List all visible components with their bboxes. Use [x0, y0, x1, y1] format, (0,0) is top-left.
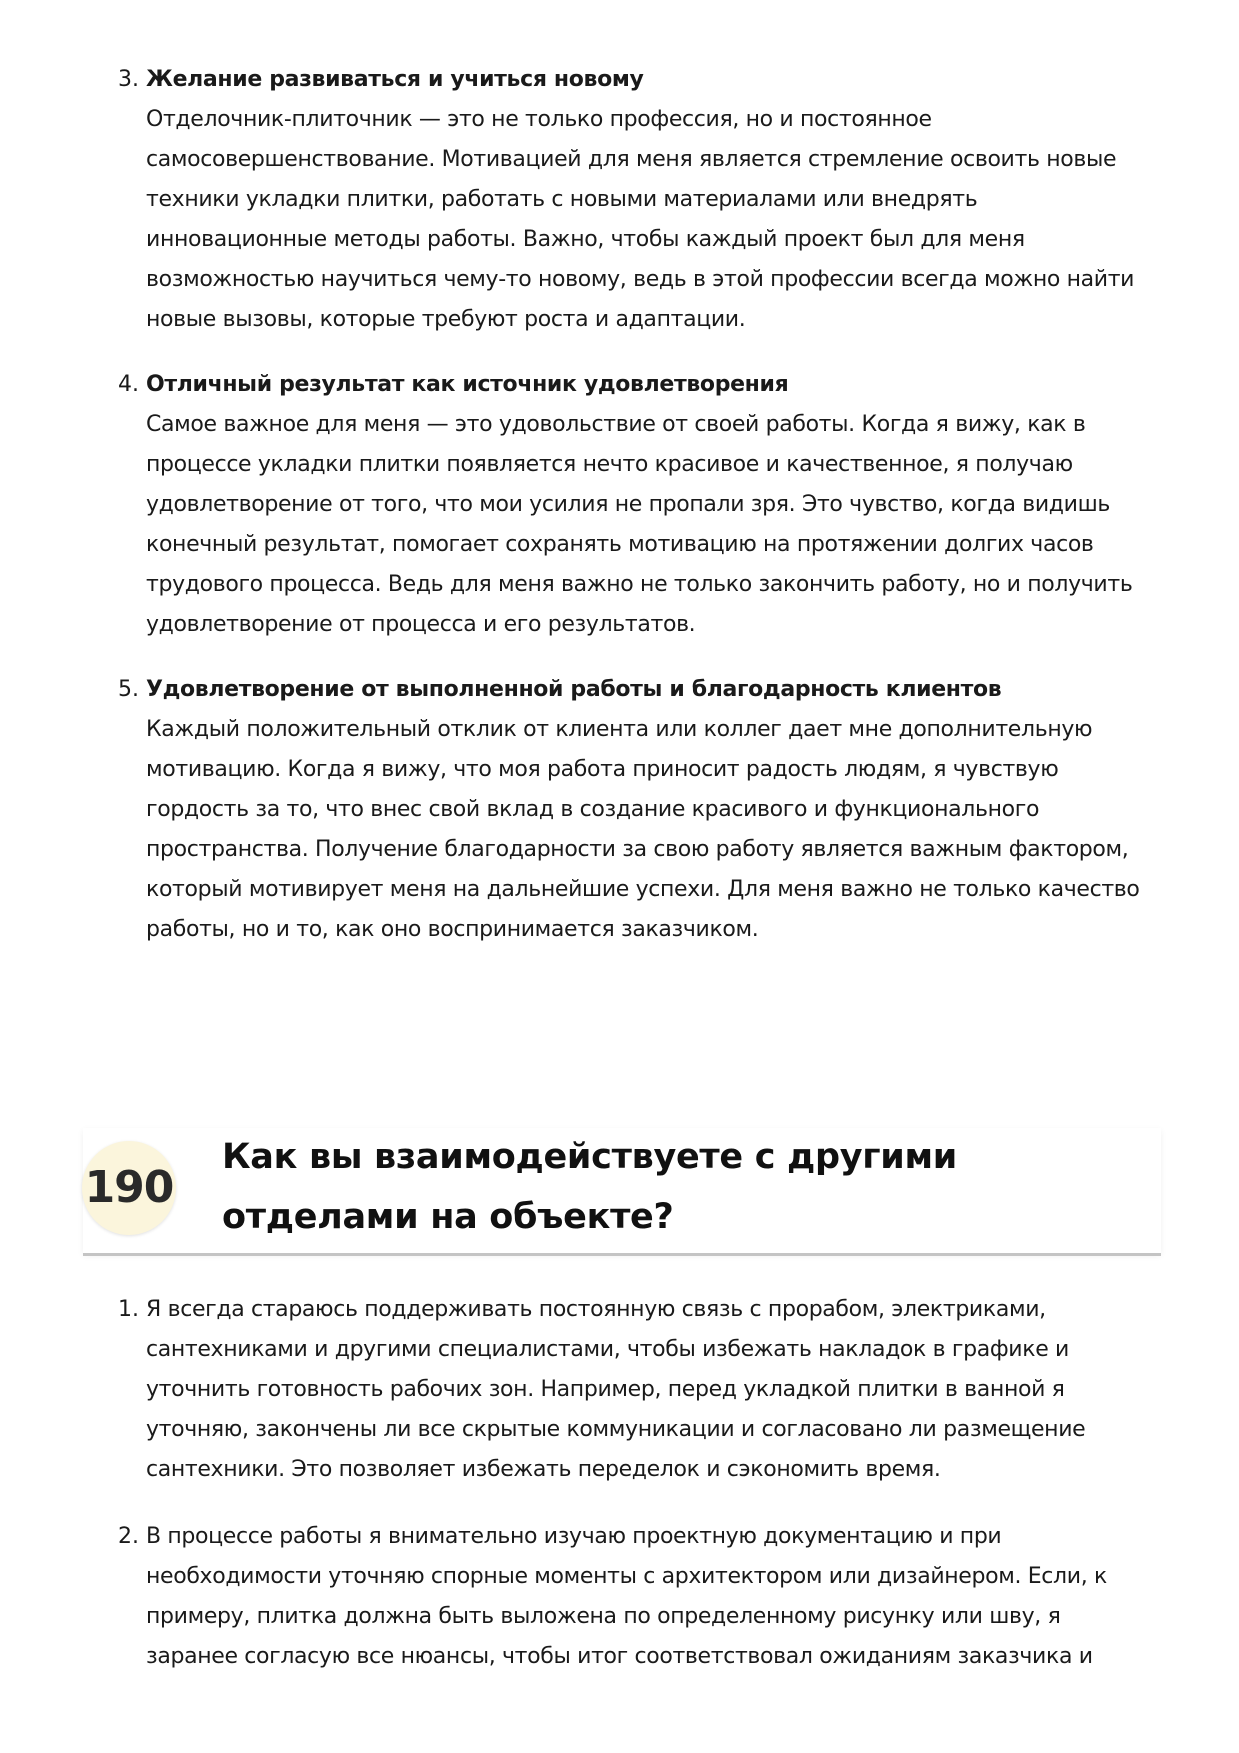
- list-item-text: Я всегда стараюсь поддерживать постоянную связь с прорабом, электриками, сантехниками и другими специалистами, чтобы избежать накладок в графике и уточнить готовность рабочих зон. Например, перед укладкой плитки в ванной я уточняю, закончены ли все скрытые коммуникации и согласовано ли размещение сантехники. Это позволяет избежать переделок и сэкономить время.: [146, 1297, 1086, 1482]
- list-item-number: 4.: [118, 372, 139, 397]
- list-item-body: [146, 365, 1156, 645]
- list-item-number: 1.: [118, 1297, 139, 1322]
- list-item-text: Самое важное для меня — это удовольствие от своей работы. Когда я вижу, как в процессе укладки плитки появляется нечто красивое и качественное, я получаю удовлетворение от того, что мои усилия не пропали зря. Это чувство, когда видишь конечный результат, помогает сохранять мотивацию на протяжении долгих часов трудового процесса. Ведь для меня важно не только закончить работу, но и получить удовлетворение от процесса и его результатов.: [146, 412, 1133, 637]
- list-item-title: Отличный результат как источник удовлетворения: [146, 372, 789, 397]
- list-item-text: Отделочник-плиточник — это не только профессия, но и постоянное самосовершенствование. Мотивацией для меня является стремление освоить новые техники укладки плитки, работать с новыми материалами или внедрять инновационные методы работы. Важно, чтобы каждый проект был для меня возможностью научиться чему-то новому, ведь в этой профессии всегда можно найти новые вызовы, которые требуют роста и адаптации.: [146, 107, 1135, 332]
- question-number-badge: 190: [82, 1141, 176, 1235]
- list-item-number: 2.: [118, 1524, 139, 1549]
- list-item-title: Желание развиваться и учиться новому: [146, 67, 644, 92]
- list-item-body: [146, 1290, 1156, 1490]
- question-divider: [83, 1253, 1161, 1256]
- question-title: Как вы взаимодействуете с другими отделами на объекте?: [222, 1137, 958, 1237]
- list-item-number: 5.: [118, 677, 139, 702]
- list-item-text: Каждый положительный отклик от клиента или коллег дает мне дополнительную мотивацию. Когда я вижу, что моя работа приносит радость людям, я чувствую гордость за то, что внес свой вклад в создание красивого и функционального пространства. Получение благодарности за свою работу является важным фактором, который мотивирует меня на дальнейшие успехи. Для меня важно не только качество работы, но и то, как оно воспринимается заказчиком.: [146, 717, 1140, 942]
- list-item-title: Удовлетворение от выполненной работы и благодарность клиентов: [146, 677, 1002, 702]
- list-item-body: [146, 1517, 1156, 1677]
- list-item-body: [146, 670, 1156, 950]
- list-item-number: 3.: [118, 67, 139, 92]
- list-item-body: [146, 60, 1156, 340]
- list-item-text: В процессе работы я внимательно изучаю проектную документацию и при необходимости уточняю спорные моменты с архитектором или дизайнером. Если, к примеру, плитка должна быть выложена по определенному рисунку или шву, я заранее согласую все нюансы, чтобы итог соответствовал ожиданиям заказчика и: [146, 1524, 1107, 1669]
